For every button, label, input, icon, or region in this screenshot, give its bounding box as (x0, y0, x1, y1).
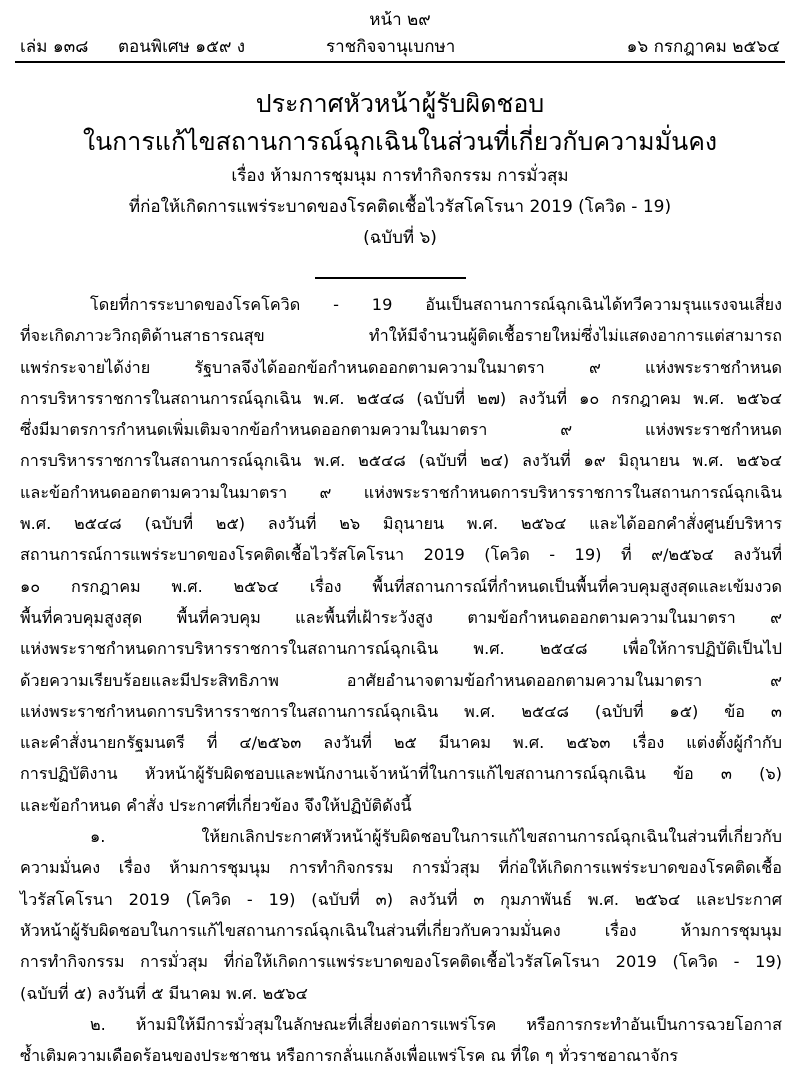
clause-2-line: ซ้ำเติมความเดือดร้อนของประชาชน หรือการกลั่นแกล้งเพื่อแพร่โรค ณ ที่ใด ๆ ทั่วราชอาณาจักร (20, 1046, 679, 1066)
body-line: การปฏิบัติงาน หัวหน้าผู้รับผิดชอบและพนักงานเจ้าหน้าที่ในการแก้ไขสถานการณ์ฉุกเฉิน ข้อ ๓ (๖) (20, 764, 782, 784)
volume-number: เล่ม ๑๓๘ (20, 37, 89, 57)
body-line: และข้อกำหนด คำสั่ง ประกาศที่เกี่ยวข้อง จึงให้ปฏิบัติดังนี้ (20, 795, 412, 815)
issue-number: ตอนพิเศษ ๑๕๙ ง (118, 37, 246, 57)
subject-line: เรื่อง ห้ามการชุมนุม การทำกิจกรรม การมั่วสุม (231, 166, 569, 186)
gazette-header (20, 35, 780, 59)
clause-1-line: ไวรัสโคโรนา 2019 (โควิด - 19) (ฉบับที่ ๓) ลงวันที่ ๓ กุมภาพันธ์ พ.ศ. ๒๕๖๔ และประกาศ (20, 889, 782, 909)
body-line: ๑๐ กรกฎาคม พ.ศ. ๒๕๖๔ เรื่อง พื้นที่สถานการณ์ที่กำหนดเป็นพื้นที่ควบคุมสูงสุดและเข้มงวด (20, 576, 782, 596)
clause-1-line: หัวหน้าผู้รับผิดชอบในการแก้ไขสถานการณ์ฉุกเฉินในส่วนที่เกี่ยวกับความมั่นคง เรื่อง ห้ามการชุมนุม (20, 920, 782, 940)
title-line-2: ในการแก้ไขสถานการณ์ฉุกเฉินในส่วนที่เกี่ยวกับความมั่นคง (82, 127, 718, 156)
announcement-title (0, 85, 800, 254)
title-divider (315, 277, 466, 279)
body-line: แห่งพระราชกำหนดการบริหารราชการในสถานการณ์ฉุกเฉิน พ.ศ. ๒๕๔๘ (ฉบับที่ ๑๕) ข้อ ๓ (20, 701, 782, 721)
announcement-body (20, 289, 782, 1071)
clause-1-line: การทำกิจกรรม การมั่วสุม ที่ก่อให้เกิดการแพร่ระบาดของโรคติดเชื้อไวรัสโคโรนา 2019 (โควิด - 19) (20, 952, 782, 972)
body-line: และคำสั่งนายกรัฐมนตรี ที่ ๔/๒๕๖๓ ลงวันที่ ๒๕ มีนาคม พ.ศ. ๒๕๖๓ เรื่อง แต่งตั้งผู้กำกับ (20, 733, 782, 753)
body-line: ซึ่งมีมาตรการกำหนดเพิ่มเติมจากข้อกำหนดออกตามความในมาตรา ๙ แห่งพระราชกำหนด (20, 420, 782, 440)
body-line: พ.ศ. ๒๕๔๘ (ฉบับที่ ๒๕) ลงวันที่ ๒๖ มิถุนายน พ.ศ. ๒๕๖๔ และได้ออกคำสั่งศูนย์บริหาร (20, 514, 782, 534)
edition-label: (ฉบับที่ ๖) (363, 228, 437, 248)
body-line: ที่จะเกิดภาวะวิกฤติด้านสาธารณสุข ทำให้มีจำนวนผู้ติดเชื้อรายใหม่ซึ่งไม่แสดงอาการแต่สามารถ (20, 326, 782, 346)
body-line: ด้วยความเรียบร้อยและมีประสิทธิภาพ อาศัยอำนาจตามข้อกำหนดออกตามความในมาตรา ๙ (20, 670, 782, 690)
body-line: พื้นที่ควบคุมสูงสุด พื้นที่ควบคุม และพื้นที่เฝ้าระวังสูง ตามข้อกำหนดออกตามความในมาตรา ๙ (20, 607, 782, 627)
body-line: และข้อกำหนดออกตามความในมาตรา ๙ แห่งพระราชกำหนดการบริหารราชการในสถานการณ์ฉุกเฉิน (20, 482, 782, 502)
body-line: การบริหารราชการในสถานการณ์ฉุกเฉิน พ.ศ. ๒๕๔๘ (ฉบับที่ ๒๔) ลงวันที่ ๑๙ มิถุนายน พ.ศ. ๒๕๖๔ (20, 451, 782, 471)
title-line-1: ประกาศหัวหน้าผู้รับผิดชอบ (255, 89, 545, 118)
clause-2-line: ๒. ห้ามมิให้มีการมั่วสุมในลักษณะที่เสี่ยงต่อการแพร่โรค หรือการกระทำอันเป็นการฉวยโอกาส (90, 1014, 782, 1034)
publication-name: ราชกิจจานุเบกษา (326, 37, 456, 57)
body-line: สถานการณ์การแพร่ระบาดของโรคติดเชื้อไวรัสโคโรนา 2019 (โควิด - 19) ที่ ๙/๒๕๖๔ ลงวันที่ (20, 545, 782, 565)
body-line: แพร่กระจายได้ง่าย รัฐบาลจึงได้ออกข้อกำหนดออกตามความในมาตรา ๙ แห่งพระราชกำหนด (20, 357, 782, 377)
page-number: หน้า ๒๙ (369, 10, 431, 30)
clause-1-line: ความมั่นคง เรื่อง ห้ามการชุมนุม การทำกิจกรรม การมั่วสุม ที่ก่อให้เกิดการแพร่ระบาดของโรคติดเชื้อ (20, 858, 782, 878)
body-line: แห่งพระราชกำหนดการบริหารราชการในสถานการณ์ฉุกเฉิน พ.ศ. ๒๕๔๘ เพื่อให้การปฏิบัติเป็นไป (20, 639, 782, 659)
subject-line-2: ที่ก่อให้เกิดการแพร่ระบาดของโรคติดเชื้อไวรัสโคโรนา 2019 (โควิด - 19) (128, 197, 672, 217)
clause-1-line: (ฉบับที่ ๕) ลงวันที่ ๕ มีนาคม พ.ศ. ๒๕๖๔ (20, 983, 308, 1003)
header-rule (15, 61, 785, 63)
body-line: โดยที่การระบาดของโรคโควิด - 19 อันเป็นสถานการณ์ฉุกเฉินได้ทวีความรุนแรงจนเสี่ยง (90, 295, 782, 314)
body-line: การบริหารราชการในสถานการณ์ฉุกเฉิน พ.ศ. ๒๕๔๘ (ฉบับที่ ๒๗) ลงวันที่ ๑๐ กรกฎาคม พ.ศ. ๒๕๖๔ (20, 388, 782, 408)
publication-date: ๑๖ กรกฎาคม ๒๕๖๔ (626, 37, 780, 57)
clause-1-line: ๑. ให้ยกเลิกประกาศหัวหน้าผู้รับผิดชอบในการแก้ไขสถานการณ์ฉุกเฉินในส่วนที่เกี่ยวกับ (90, 827, 782, 847)
